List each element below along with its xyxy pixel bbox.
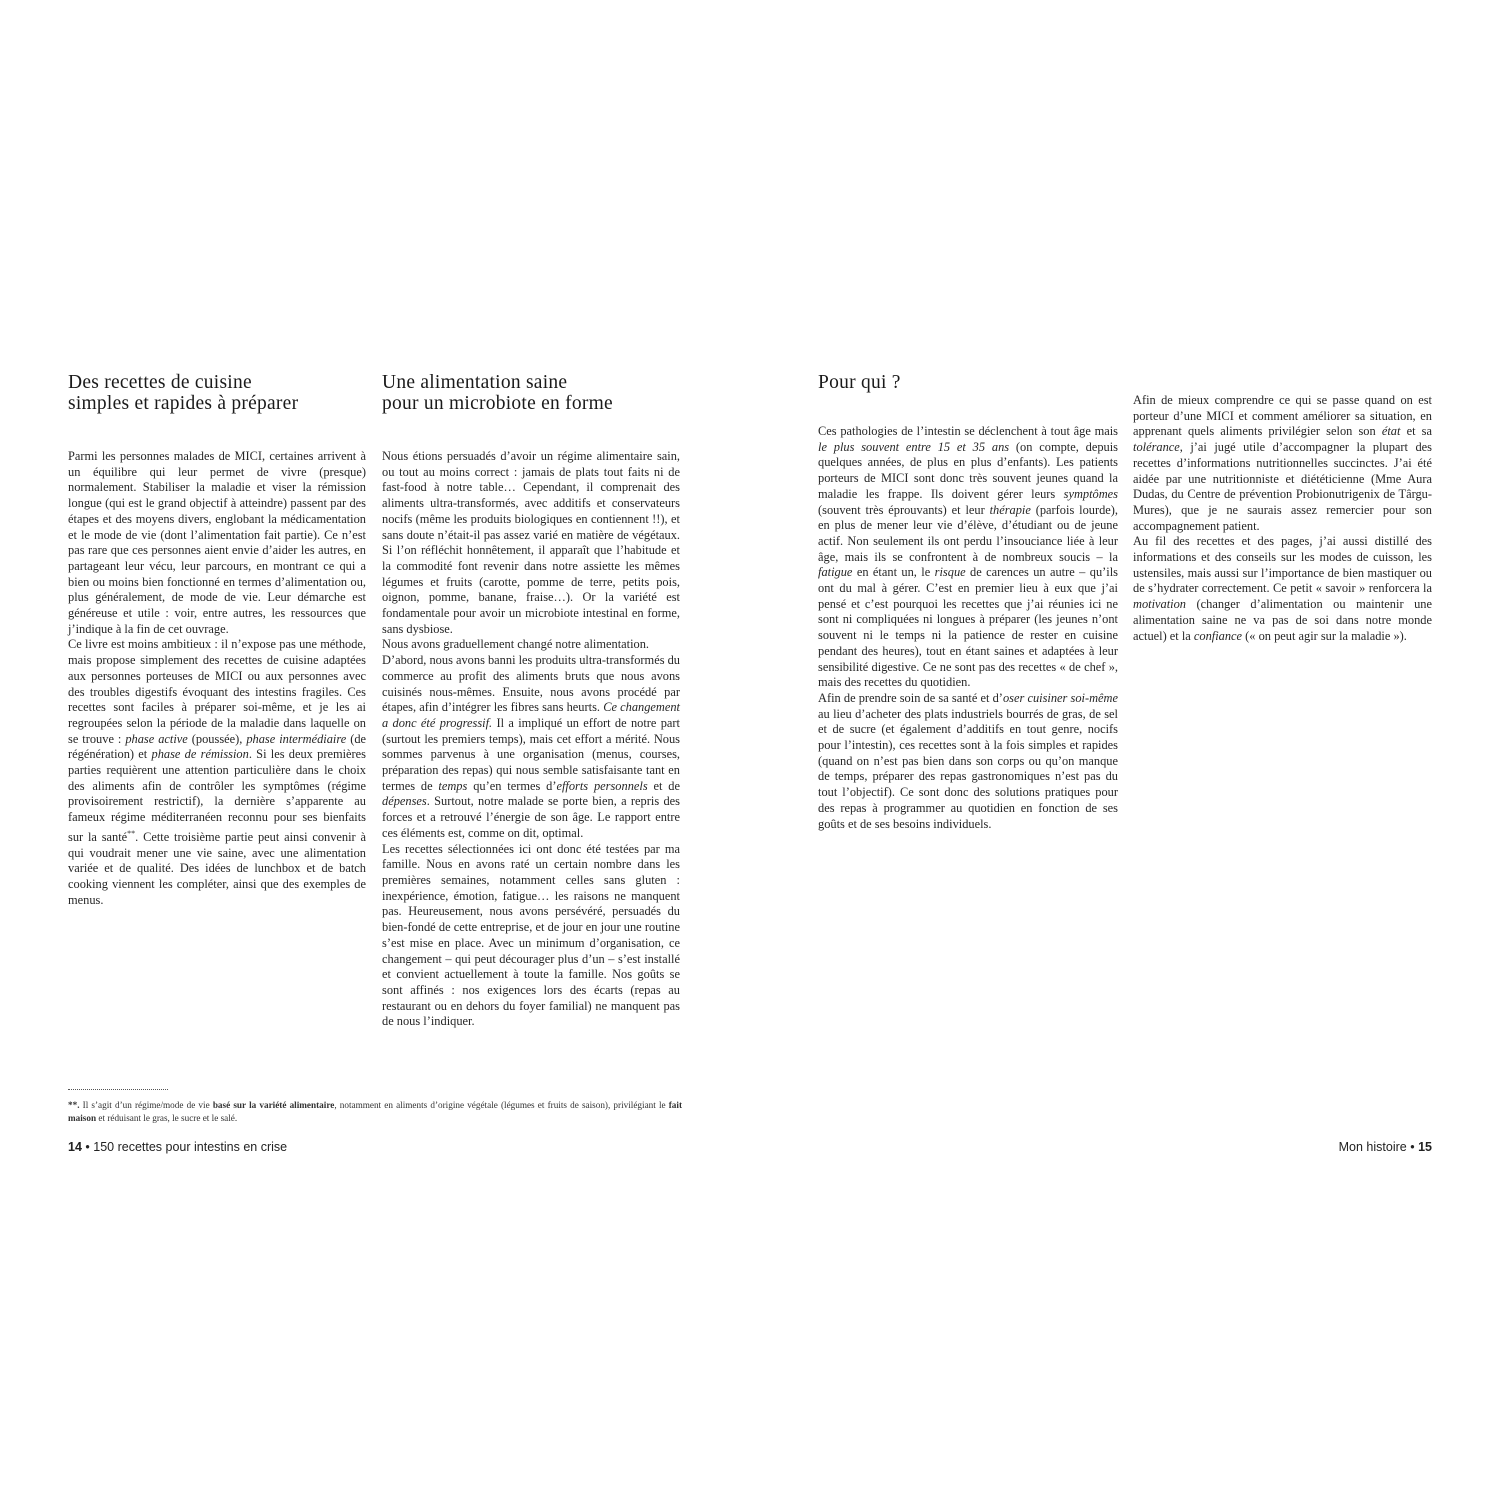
page-number: 15	[1418, 1140, 1432, 1154]
paragraph	[382, 653, 680, 841]
footnote-reference: **	[127, 828, 136, 838]
text-run: (souvent très éprouvants) et leur	[818, 502, 990, 517]
paragraph	[1133, 393, 1432, 534]
footnote-rule	[68, 1089, 168, 1090]
footnote	[68, 1099, 682, 1125]
italic-term: temps	[438, 778, 468, 793]
text-run: Afin de mieux comprendre ce qui se passe quand on est porteur d’une MICI et comment améliorer sa situation, en apprenant quels aliments privilégier selon son	[1133, 393, 1432, 439]
italic-term: confiance	[1193, 628, 1243, 643]
paragraph	[818, 424, 1118, 691]
paragraph	[1133, 534, 1432, 644]
italic-term: thérapie	[989, 502, 1031, 517]
text-run: (changer d’alimentation ou maintenir une alimentation saine ne va pas de soi dans notre monde actuel) et la	[1133, 597, 1432, 643]
italic-term: le plus souvent entre 15 et 35 ans	[818, 439, 1010, 454]
italic-term: risque	[934, 565, 966, 580]
heading-line: pour un microbiote en forme	[382, 393, 613, 414]
italic-term: phase de rémission	[151, 747, 249, 762]
column-body	[1133, 393, 1432, 644]
text-run: (poussée),	[187, 731, 247, 746]
text-run: au lieu d’acheter des plats industriels bourrés de gras, de sel et de sucre (et également d’additifs en tout genre, nocifs pour l’intestin), ces recettes sont à la fois simples et rapides (quand on n’est pas bien dans son corps ou qu’on manque de temps, préparer des repas gastronomiques n’est pas du tout l’objectif). Ce sont donc des solutions pratiques pour des repas à programmer au quotidien en fonction de ses goûts et de ses besoins individuels.	[818, 706, 1118, 831]
text-run: . Cette troisième partie peut ainsi convenir à qui voudrait mener une vie saine, avec une alimentation variée et de qualité. Des idées de lunchbox et de batch cooking viennent les compléter, ainsi que des exemples de menus.	[68, 830, 366, 907]
text-run: et de	[647, 778, 680, 793]
italic-term: efforts personnels	[556, 778, 648, 793]
paragraph: Parmi les personnes malades de MICI, certaines arrivent à un équilibre qui leur permet de vivre (presque) normalement. Stabiliser la maladie et viser la rémission longue (qui est le grand objectif à atteindre) passent par des étapes et des moyens divers, englobant la médicamentation et le mode de vie (dont l’alimentation fait partie). Ce n’est pas rare que ces personnes aient envie d’aider les autres, en partageant leur vécu, leur parcours, en montrant ce qui a bien ou moins bien fonctionné en termes d’alimentation ou, plus généralement, de mode de vie. Leur démarche est généreuse et utile : voir, entre autres, les ressources que j’indique à la fin de cet ouvrage.	[68, 449, 366, 636]
italic-term: dépenses	[382, 794, 427, 809]
text-run: et réduisant le gras, le sucre et le salé.	[96, 1113, 238, 1123]
text-run: Il s’agit d’un régime/mode de vie	[79, 1100, 213, 1110]
section-heading-alimentation	[382, 372, 680, 414]
heading-line: simples et rapides à préparer	[68, 393, 299, 414]
text-run: (parfois lourde), en plus de mener leur vie d’élève, d’étudiant ou de jeune actif. Non seulement ils ont perdu l’insouciance liée à leur âge, mais ils se confrontent à de nombreux soucis – la	[818, 502, 1119, 564]
italic-term: phase intermédiaire	[246, 731, 347, 746]
text-run: Ce livre est moins ambitieux : il n’expose pas une méthode, mais propose simplement des recettes de cuisine adaptées aux personnes porteuses de MICI ou aux personnes avec des troubles digestifs évoquant des intestins fragiles. Ces recettes sont faciles à préparer soi-même, et je les ai regroupées selon la période de la maladie dans laquelle on se trouve :	[68, 637, 366, 746]
text-run: , j’ai jugé utile d’accompagner la plupart des recettes d’informations nutritionnelles succinctes. J’ai été aidée par une nutritionniste et diététicienne (Mme Aura Dudas, du Centre de prévention Probionutrigenix de Târgu-Mures), que je ne saurais assez remercier pour son accompagnement patient.	[1133, 440, 1432, 533]
text-run: (on compte, depuis quelques années, de plus en plus d’enfants). Les patients porteurs de MICI sont donc très souvent jeunes quand la maladie les frappe. Ils doivent gérer leurs	[818, 439, 1118, 501]
italic-term: tolérance	[1133, 440, 1180, 455]
right-page-column-2	[1133, 393, 1432, 644]
text-run: Ces pathologies de l’intestin se déclenchent à tout âge mais	[818, 424, 1118, 438]
column-body	[68, 449, 366, 909]
italic-term: Ce changement a donc été progressif.	[382, 700, 681, 730]
section-heading-pour-qui	[818, 372, 1118, 393]
italic-term: motivation	[1133, 597, 1186, 612]
text-run: de carences un autre – qu’ils ont du mal à gérer. C’est en premier lieu à eux que j’ai pensé et c’est pourquoi les recettes que j’ai réunies ici ne sont ni compliquées ni longues à préparer (les jeunes n’ont souvent ni le temps ni la patience de rester en cuisine pendant des heures), tout en étant saines et adaptées à leur sensibilité digestive. Ce ne sont pas des recettes « de chef », mais des recettes du quotidien.	[818, 565, 1118, 690]
right-page-column-1	[818, 372, 1118, 832]
folio-separator: •	[85, 1140, 90, 1154]
text-run: D’abord, nous avons banni les produits ultra-transformés du commerce au profit des aliments bruts que nous avons cuisinés nous-mêmes. Ensuite, nous avons procédé par étapes, afin d’intégrer les fibres sans heurts.	[382, 653, 681, 715]
text-run: (« on peut agir sur la maladie »).	[1242, 628, 1407, 643]
italic-term: état	[1381, 424, 1401, 439]
left-page-column-1	[68, 372, 366, 909]
heading-line: Des recettes de cuisine	[68, 372, 252, 393]
heading-line: Une alimentation saine	[382, 372, 568, 393]
folio-right	[1339, 1140, 1432, 1154]
book-title: 150 recettes pour intestins en crise	[93, 1140, 288, 1154]
folio-left	[68, 1140, 287, 1154]
paragraph	[68, 637, 366, 908]
text-run: . Surtout, notre malade se porte bien, a repris des forces et a retrouvé l’énergie de son âge. Le rapport entre ces éléments est, comme on dit, optimal.	[382, 794, 680, 840]
paragraph: Les recettes sélectionnées ici ont donc été testées par ma famille. Nous en avons raté un certain nombre dans les premières semaines, notamment celles sans gluten : inexpérience, émotion, fatigue… les raisons ne manquent pas. Heureusement, nous avons persévéré, persuadés du bien-fondé de cette entreprise, et de jour en jour une routine s’est mise en place. Avec un minimum d’organisation, ce changement – qui peut décourager plus d’un – s’est installé et convient actuellement à toute la famille. Nos goûts se sont affinés : nos exigences lors des écarts (repas au restaurant ou en dehors du foyer familial) ne manquent pas de nous l’indiquer.	[382, 841, 680, 1029]
text-run: , notamment en aliments d’origine végétale (légumes et fruits de saison), privilégiant le	[334, 1100, 669, 1110]
column-body	[818, 424, 1118, 832]
footnote-mark: **.	[68, 1100, 80, 1110]
left-page-column-2	[382, 372, 680, 1030]
text-run: Il a impliqué un effort de notre part (surtout les premiers temps), mais cet effort a mérité. Nous sommes parvenus à une organisation (menus, courses, préparation des repas) qui nous semble satisfaisante tant en termes de	[382, 715, 680, 793]
paragraph: Nous avons graduellement changé notre alimentation.	[382, 637, 650, 652]
text-run: Afin de prendre soin de sa santé et d’	[818, 690, 1003, 705]
text-run: Au fil des recettes et des pages, j’ai aussi distillé des informations et des conseils sur les modes de cuisson, les ustensiles, mais aussi sur l’importance de bien mastiquer ou de s’hydrater correctement. Ce petit « savoir » renforcera la	[1133, 534, 1432, 596]
heading-line: Pour qui ?	[818, 372, 901, 393]
italic-term: symptômes	[1063, 486, 1118, 501]
italic-term: oser cuisiner soi-même	[1002, 690, 1118, 705]
text-run: (de régénération) et	[68, 731, 367, 762]
text-run: qu’en termes d’	[467, 778, 557, 793]
chapter-title: Mon histoire	[1338, 1140, 1407, 1154]
paragraph: Nous étions persuadés d’avoir un régime alimentaire sain, ou tout au moins correct : jamais de plats tout faits ni de fast-food à notre table… Cependant, il comprenait des aliments ultra-transformés, avec additifs et conservateurs nocifs (même les produits biologiques en contiennent !!), et sans doute n’était-il pas assez varié en matière de végétaux. Si l’on réfléchit honnêtement, il apparaît que l’habitude et la commodité font revenir dans notre assiette les mêmes légumes et fruits (carotte, pomme de terre, petits pois, oignon, pomme, banane, fraise…). Or la variété est fondamentale pour avoir un microbiote intestinal en forme, sans dysbiose.	[382, 449, 680, 636]
text-run: et sa	[1400, 424, 1432, 439]
text-run: en étant un, le	[852, 565, 935, 580]
page-number: 14	[68, 1140, 82, 1154]
column-body	[382, 449, 680, 1030]
bold-term: fait maison	[68, 1100, 682, 1123]
folio-separator: •	[1410, 1140, 1415, 1154]
paragraph	[818, 691, 1118, 832]
bold-term: basé sur la variété alimentaire	[212, 1100, 335, 1110]
italic-term: fatigue	[818, 565, 853, 580]
section-heading-recettes	[68, 372, 366, 414]
italic-term: phase active	[125, 731, 188, 746]
text-run: . Si les deux premières parties requièrent une attention particulière dans le choix des aliments afin de contrôler les symptômes (régime provisoirement restrictif), la dernière s’apparente au fameux régime méditerranéen reconnu pour ses bienfaits sur la santé	[68, 747, 366, 844]
